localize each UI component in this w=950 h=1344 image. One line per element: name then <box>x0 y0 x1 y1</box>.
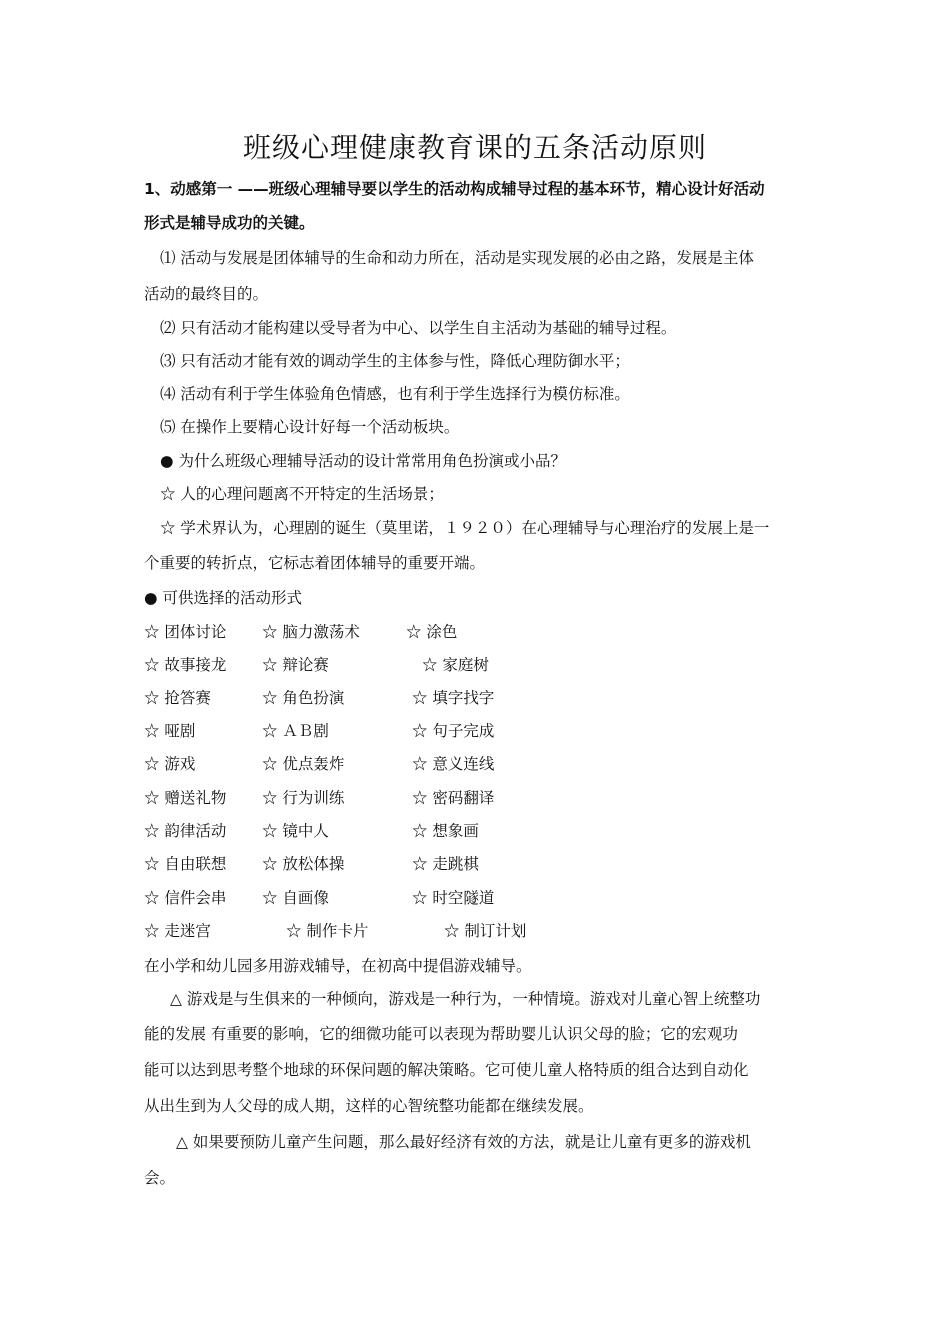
document-title: 班级心理健康教育课的五条活动原则 <box>242 131 707 164</box>
star-item-1: ☆ 人的心理问题离不开特定的生活场景； <box>160 485 444 503</box>
activity-item: ☆ 哑剧 <box>144 722 196 740</box>
triangle-2-line-1: △ 如果要预防儿童产生问题，那么最好经济有效的方法，就是让儿童有更多的游戏机 <box>176 1133 751 1151</box>
activity-item: ☆ 信件会串 <box>144 889 227 907</box>
activity-item: ☆ 行为训练 <box>262 789 345 807</box>
activity-forms-heading: ● 可供选择的活动形式 <box>144 589 302 607</box>
triangle-1-line-1: △ 游戏是与生俱来的一种倾向，游戏是一种行为，一种情境。游戏对儿童心智上统整功 <box>170 990 761 1008</box>
activity-item: ☆ 走迷宫 <box>144 922 211 940</box>
activity-item: ☆ 制订计划 <box>444 922 527 940</box>
activity-row <box>144 852 844 876</box>
triangle-1-line-2: 能的发展 有重要的影响，它的细微功能可以表现为帮助婴儿认识父母的脸；它的宏观功 <box>144 1025 738 1043</box>
activity-row <box>144 919 844 943</box>
activity-row <box>144 686 844 710</box>
game-intro: 在小学和幼儿园多用游戏辅导，在初高中提倡游戏辅导。 <box>144 957 532 975</box>
activity-row <box>144 786 844 810</box>
activity-row <box>144 752 844 776</box>
star-item-2-line-2: 个重要的转折点，它标志着团体辅导的重要开端。 <box>144 554 486 572</box>
activity-item: ☆ 走跳棋 <box>412 855 479 873</box>
activity-row <box>144 620 844 644</box>
point-4: ⑷ 活动有利于学生体验角色情感，也有利于学生选择行为模仿标准。 <box>160 385 630 403</box>
activity-item: ☆ 优点轰炸 <box>262 755 345 773</box>
activity-item: ☆ 角色扮演 <box>262 689 345 707</box>
section-heading-line-1: 1、动感第一 ——班级心理辅导要以学生的活动构成辅导过程的基本环节，精心设计好活动 <box>144 180 765 198</box>
triangle-2-line-2: 会。 <box>144 1169 176 1187</box>
activity-item: ☆ 家庭树 <box>422 656 489 674</box>
activity-item: ☆ 自由联想 <box>144 855 227 873</box>
activity-item: ☆ 放松体操 <box>262 855 345 873</box>
activity-item: ☆ 密码翻译 <box>412 789 495 807</box>
section-heading-line-2: 形式是辅导成功的关键。 <box>144 214 315 232</box>
point-3: ⑶ 只有活动才能有效的调动学生的主体参与性，降低心理防御水平； <box>160 352 630 370</box>
activity-item: ☆ 团体讨论 <box>144 623 227 641</box>
activity-item: ☆ ＡＢ剧 <box>262 722 329 740</box>
activity-item: ☆ 故事接龙 <box>144 656 227 674</box>
activity-row <box>144 719 844 743</box>
point-1-line-1: ⑴ 活动与发展是团体辅导的生命和动力所在，活动是实现发展的必由之路，发展是主体 <box>160 249 754 267</box>
point-1-line-2: 活动的最终目的。 <box>144 285 269 303</box>
activity-item: ☆ 辩论赛 <box>262 656 329 674</box>
activity-row <box>144 819 844 843</box>
triangle-1-line-3: 能可以达到思考整个地球的环保问题的解决策略。它可使儿童人格特质的组合达到自动化 <box>144 1061 749 1079</box>
activity-item: ☆ 涂色 <box>406 623 458 641</box>
point-2: ⑵ 只有活动才能构建以受导者为中心、以学生自主活动为基础的辅导过程。 <box>160 319 677 337</box>
triangle-1-line-4: 从出生到为人父母的成人期，这样的心智统整功能都在继续发展。 <box>144 1097 594 1115</box>
activity-item: ☆ 制作卡片 <box>286 922 369 940</box>
activity-item: ☆ 镜中人 <box>262 822 329 840</box>
activity-item: ☆ 想象画 <box>412 822 479 840</box>
activity-item: ☆ 脑力激荡术 <box>262 623 360 641</box>
activity-item: ☆ 游戏 <box>144 755 196 773</box>
activity-item: ☆ 赠送礼物 <box>144 789 227 807</box>
activity-item: ☆ 抢答赛 <box>144 689 211 707</box>
star-item-2-line-1: ☆ 学术界认为，心理剧的诞生（莫里诺，１９２０）在心理辅导与心理治疗的发展上是一 <box>160 519 770 537</box>
activity-row <box>144 886 844 910</box>
activity-item: ☆ 韵律活动 <box>144 822 227 840</box>
activity-item: ☆ 填字找字 <box>412 689 495 707</box>
activity-item: ☆ 时空隧道 <box>412 889 495 907</box>
question-bullet: ● 为什么班级心理辅导活动的设计常常用角色扮演或小品？ <box>160 452 566 470</box>
activity-item: ☆ 句子完成 <box>412 722 495 740</box>
activity-item: ☆ 意义连线 <box>412 755 495 773</box>
activity-row <box>144 653 844 677</box>
activity-item: ☆ 自画像 <box>262 889 329 907</box>
point-5: ⑸ 在操作上要精心设计好每一个活动板块。 <box>160 418 460 436</box>
